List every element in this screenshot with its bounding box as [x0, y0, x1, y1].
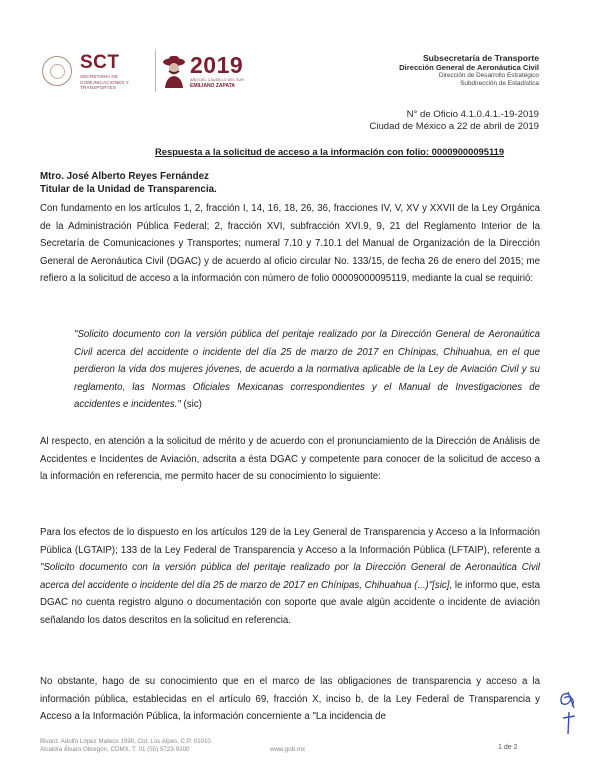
logo-divider — [155, 50, 156, 92]
page-number: 1 de 2 — [498, 744, 518, 751]
footer-line-2: Alcaldía Álvaro Obregón, CDMX. T: 01 (55) 5723-9300 — [40, 746, 190, 753]
request-quote-sic: (sic) — [180, 399, 202, 411]
handwritten-initials — [556, 688, 580, 738]
agency-line-3: Dirección de Desarrollo Estratégico — [438, 72, 539, 79]
paragraph-3-rest: , le informo que, esta DGAC no cuenta registro alguno o documentación con soporte que avale algún accidente o incidente de aviación señalando los datos descritos en la solicitud en referencia. — [40, 579, 541, 626]
addressee-title: Titular de la Unidad de Transparencia. — [40, 184, 217, 195]
footer-line-1: Blvard. Adolfo López Mateos 1990, Col. Los Alpes, C.P. 01010 — [40, 738, 211, 745]
agency-line-1: Subsecretaría de Transporte — [422, 53, 539, 63]
addressee-block — [40, 170, 217, 196]
paragraph-3-quote: "Solicito documento con la versión pública del peritaje realizado por la Dirección General de Aeronaútica Civil acerca del accidente o incidente del día 25 de marzo de 2017 en Chínipas, Chihuahua (...)"[sic] — [40, 562, 540, 591]
paragraph-2: Al respecto, en atención a la solicitud de mérito y de acuerdo con el pronunciamiento de la Dirección de Análisis de Accidentes e Incidentes de Aviación, adscrita a ésta DGAC y competente para conocer de la solicitud de acceso a la información en referencia, me permito hacer de su conocimiento lo siguiente: — [40, 436, 540, 483]
mexico-seal-icon — [42, 56, 72, 86]
paragraph-3-intro: Para los efectos de lo dispuesto en los artículos 129 de la Ley General de Transparencia y Acceso a la Información Pública (LGTAIP); 133 de la Ley Federal de Transparencia y Acceso a la Información Pública (LFTAIP), referente a — [40, 527, 540, 556]
paragraph-4: No obstante, hago de su conocimiento que en el marco de las obligaciones de transparencia y acceso a la información pública, establecidas en el artículo 69, fracción X, inciso b, de la Ley Federal de Transparencia y Acceso a la Información Pública, la información concerniente a "La incidencia de — [40, 676, 540, 723]
letter-subject: Respuesta a la solicitud de acceso a la información con folio: 00009000095119 — [155, 146, 505, 157]
footer-website: www.gob.mx — [270, 746, 306, 753]
paragraph-3 — [40, 524, 540, 630]
oficio-block — [369, 109, 539, 133]
oficio-number: N° de Oficio 4.1.0.4.1.-19-2019 — [406, 109, 539, 120]
year-wordmark: 2019 — [190, 52, 244, 78]
oficio-date: Ciudad de México a 22 de abril de 2019 — [369, 121, 539, 132]
sct-subtitle: SECRETARÍA DE COMUNICACIONES Y TRANSPORTES — [80, 75, 129, 92]
zapata-portrait-icon — [162, 54, 186, 88]
addressee-name: Mtro. José Alberto Reyes Fernández — [40, 171, 209, 182]
agency-header — [399, 53, 539, 87]
paragraph-1: Con fundamento en los artículos 1, 2, fracción I, 14, 16, 18, 26, 36, fracciones IV, V, XV y XXVII de la Ley Orgánica de la Administración Pública Federal; 2, fracción XVI, subfracción XVI.9, 9, 21 del Reglamento Interior de la Secretaría de Comunicaciones y Transportes; numeral 7.10 y 7.10.1 del Manual de Organización de la Dirección General de Aeronáutica Civil (DGAC) y de acuerdo al oficio circular No. 133/15, de fecha 26 de enero del 2015; me refiero a la solicitud de acceso a la información con número de folio 00009000095119, mediante la cual se requirió: — [40, 203, 540, 285]
request-quote — [74, 326, 540, 414]
agency-line-2: Dirección General de Aeronáutica Civil — [399, 63, 539, 72]
sct-logo — [42, 50, 152, 94]
footer-address — [40, 738, 306, 754]
agency-line-4: Subdirección de Estadística — [460, 79, 539, 87]
year-subtitle: AÑO DEL CAUDILLO DEL SUR — [190, 78, 244, 82]
year-name: EMILIANO ZAPATA — [190, 83, 235, 89]
sct-wordmark: SCT — [80, 52, 120, 73]
year-2019-logo — [162, 50, 262, 94]
request-quote-text: "Solicito documento con la versión pública del peritaje realizado por la Dirección General de Aeronaútica Civil acerca del accidente o incidente del día 25 de marzo de 2017 en Chínipas, Chihuahua, en el que perdieron la vida dos mujeres jóvenes, de acuerdo a la normativa aplicable de la Ley de Aviación Civil y su reglamento, las Normas Oficiales Mexicanas correspondientes y el Manual de Investigaciones de accidentes e incidentes." — [74, 329, 540, 411]
